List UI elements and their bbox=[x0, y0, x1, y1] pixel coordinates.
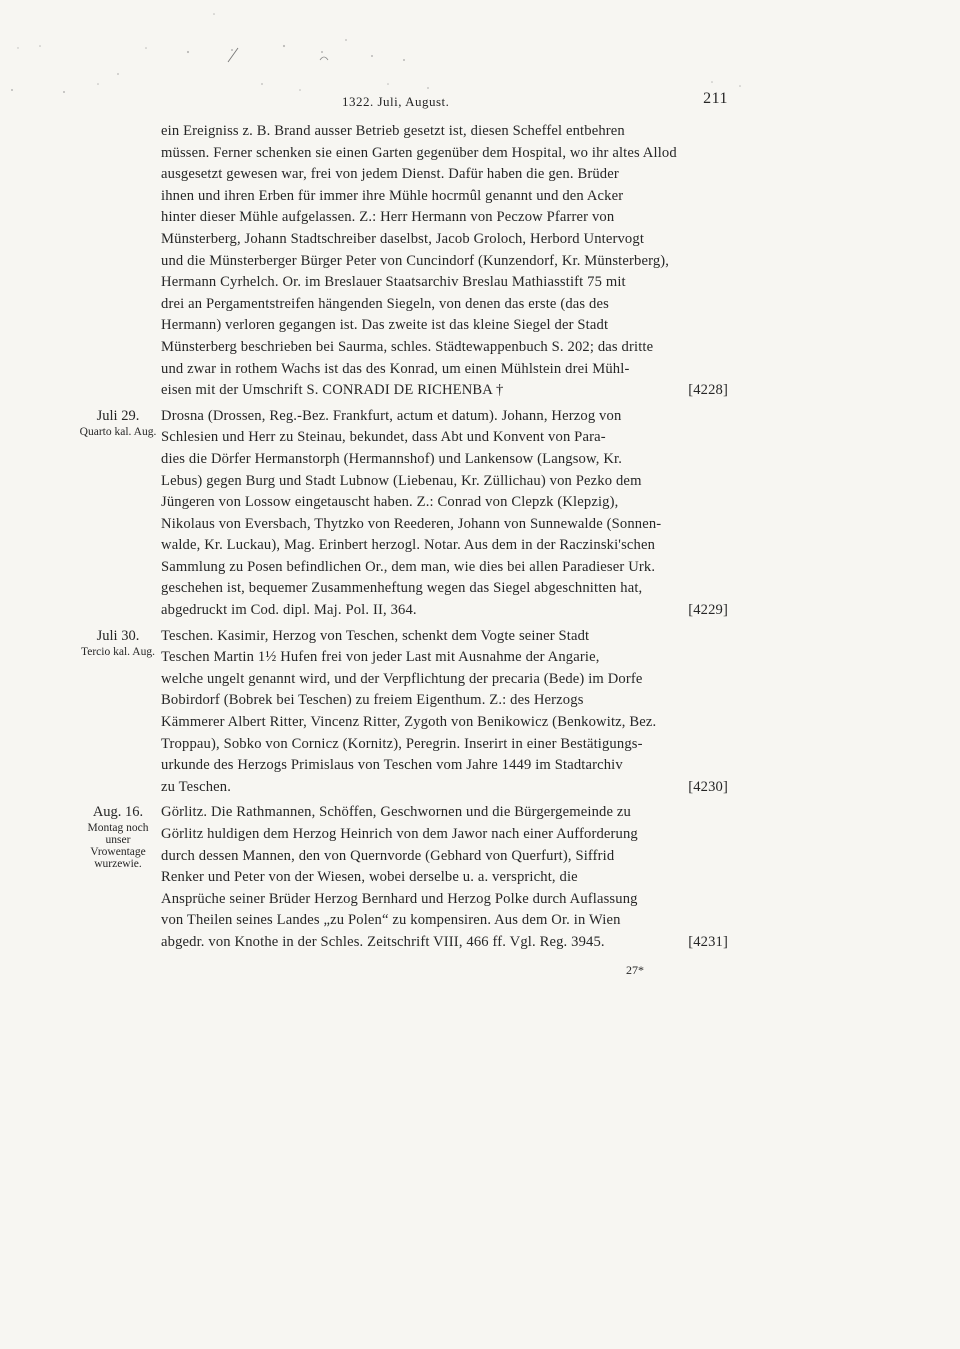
entry-4229 bbox=[0, 406, 960, 622]
text-line: Teschen. Kasimir, Herzog von Teschen, schenkt dem Vogte seiner Stadt bbox=[161, 627, 590, 644]
text-line: Renker und Peter von der Wiesen, wobei derselbe u. a. verspricht, die bbox=[161, 869, 578, 886]
text-line: Hermann Cyrhelch. Or. im Breslauer Staatsarchiv Breslau Mathiasstift 75 mit bbox=[161, 274, 626, 291]
text-line: Hermann) verloren gegangen ist. Das zweite ist das kleine Siegel der Stadt bbox=[161, 317, 609, 334]
regesta-entries bbox=[0, 121, 960, 958]
entry-reference-number: [4228] bbox=[688, 382, 728, 399]
text-line: ihnen und ihren Erben für immer ihre Mühle hocrmûl genannt und den Acker bbox=[161, 187, 624, 204]
text-line: welche ungelt genannt wird, und der Verpflichtung der precaria (Bede) im Dorfe bbox=[161, 670, 643, 687]
date-main: Juli 29. bbox=[96, 407, 140, 424]
text-line: Münsterberg, Johann Stadtschreiber daselbst, Jacob Groloch, Herbord Untervogt bbox=[161, 230, 645, 247]
text-line: Schlesien und Herr zu Steinau, bekundet, dass Abt und Konvent von Para- bbox=[161, 429, 606, 446]
text-line: Drosna (Drossen, Reg.-Bez. Frankfurt, actum et datum). Johann, Herzog von bbox=[161, 407, 622, 424]
text-line: walde, Kr. Luckau), Mag. Erinbert herzogl. Notar. Aus dem in der Raczinski'schen bbox=[161, 537, 656, 554]
entry-text bbox=[161, 802, 728, 953]
entry-text bbox=[161, 626, 728, 799]
page-header bbox=[160, 92, 728, 112]
signature-mark: 27* bbox=[626, 963, 644, 977]
text-line: Görlitz huldigen dem Herzog Heinrich von dem Jawor nach einer Aufforderung bbox=[161, 826, 638, 842]
text-line: ein Ereigniss z. B. Brand ausser Betrieb gesetzt ist, diesen Scheffel entbehren bbox=[161, 123, 625, 139]
text-line: Münsterberg beschrieben bei Saurma, schles. Städtewappenbuch S. 202; das dritte bbox=[161, 338, 654, 355]
text-line: müssen. Ferner schenken sie einen Garten gegenüber dem Hospital, wo ihr altes Allod bbox=[161, 144, 677, 161]
text-line: von Theilen seines Landes „zu Polen“ zu kompensiren. Aus dem Or. in Wien bbox=[161, 912, 621, 929]
text-line: und zwar in rothem Wachs ist das des Konrad, um einen Mühlstein drei Mühl- bbox=[161, 360, 630, 377]
entry-reference-number: [4230] bbox=[688, 778, 728, 795]
entry-4228-continuation bbox=[0, 121, 960, 402]
entry-date bbox=[78, 626, 158, 658]
entry-text bbox=[161, 121, 728, 402]
text-line: geschehen ist, bequemer Zusammenheftung wegen das Siegel abgeschnitten hat, bbox=[161, 580, 643, 597]
text-line: drei an Pergamentstreifen hängenden Siegeln, von denen das erste (das des bbox=[161, 295, 609, 312]
text-line: zu Teschen. [4230] bbox=[161, 777, 728, 799]
text-line: Bobirdorf (Bobrek bei Teschen) zu freiem Eigenthum. Z.: des Herzogs bbox=[161, 692, 584, 709]
text-line: Jüngeren von Lossow eingetauscht haben. Z.: Conrad von Clepzk (Klepzig), bbox=[161, 494, 619, 511]
text-line: durch dessen Mannen, den von Quernvorde (Gebhard von Querfurt), Siffrid bbox=[161, 847, 615, 864]
text-line: abgedruckt im Cod. dipl. Maj. Pol. II, 364. [4229] bbox=[161, 600, 728, 622]
text-line: urkunde des Herzogs Primislaus von Teschen vom Jahre 1449 im Stadtarchiv bbox=[161, 757, 623, 774]
text-line: Nikolaus von Eversbach, Thytzko von Reederen, Johann von Sunnewalde (Sonnen- bbox=[161, 515, 662, 532]
date-latin: Quarto kal. Aug. bbox=[79, 425, 157, 438]
entry-date bbox=[78, 802, 158, 870]
text-line: ausgesetzt gewesen war, frei von jedem Dienst. Dafür haben die gen. Brüder bbox=[161, 166, 619, 183]
text-line: Ansprüche seiner Brüder Herzog Bernhard und Herzog Polke durch Auflassung bbox=[161, 890, 638, 907]
text-line: Troppau), Sobko von Cornicz (Kornitz), Peregrin. Inserirt in einer Bestätigungs- bbox=[161, 735, 643, 752]
date-main: Aug. 16. bbox=[92, 804, 144, 821]
text-line: Lebus) gegen Burg und Stadt Lubnow (Liebenau, Kr. Züllichau) von Pezko dem bbox=[161, 472, 642, 489]
text-line: eisen mit der Umschrift S. CONRADI DE RICHENBA † [4228] bbox=[161, 380, 728, 402]
date-latin: Tercio kal. Aug. bbox=[81, 645, 155, 658]
entry-text bbox=[161, 406, 728, 622]
entry-reference-number: [4231] bbox=[688, 933, 728, 950]
entry-reference-number: [4229] bbox=[688, 602, 728, 619]
text-line: Sammlung zu Posen befindlichen Or., dem man, wie dies bei allen Paradieser Urk. bbox=[161, 558, 656, 575]
date-latin: Montag noch unser Vrowentage wurzewie. bbox=[87, 822, 149, 871]
text-line: und die Münsterberger Bürger Peter von Cuncindorf (Kunzendorf, Kr. Münsterberg), bbox=[161, 252, 670, 269]
text-line: Görlitz. Die Rathmannen, Schöffen, Geschwornen und die Bürgergemeinde zu bbox=[161, 804, 631, 821]
text-line: abgedr. von Knothe in der Schles. Zeitschrift VIII, 466 ff. Vgl. Reg. 3945. [4231] bbox=[161, 932, 728, 954]
running-title: 1322. Juli, August. bbox=[342, 94, 450, 109]
text-line: Teschen Martin 1½ Hufen frei von jeder Last mit Ausnahme der Angarie, bbox=[161, 649, 600, 666]
text-line: hinter dieser Mühle aufgelassen. Z.: Herr Hermann von Peczow Pfarrer von bbox=[161, 209, 615, 226]
entry-4231 bbox=[0, 802, 960, 953]
date-main: Juli 30. bbox=[96, 627, 140, 644]
entry-4230 bbox=[0, 626, 960, 799]
text-line: Kämmerer Albert Ritter, Vincenz Ritter, Zygoth von Benikowicz (Benkowitz, Bez. bbox=[161, 714, 657, 731]
entry-date bbox=[78, 406, 158, 438]
page-number: 211 bbox=[703, 90, 728, 107]
text-line: dies die Dörfer Hermanstorph (Hermannshof) und Lankensow (Langsow, Kr. bbox=[161, 450, 623, 467]
